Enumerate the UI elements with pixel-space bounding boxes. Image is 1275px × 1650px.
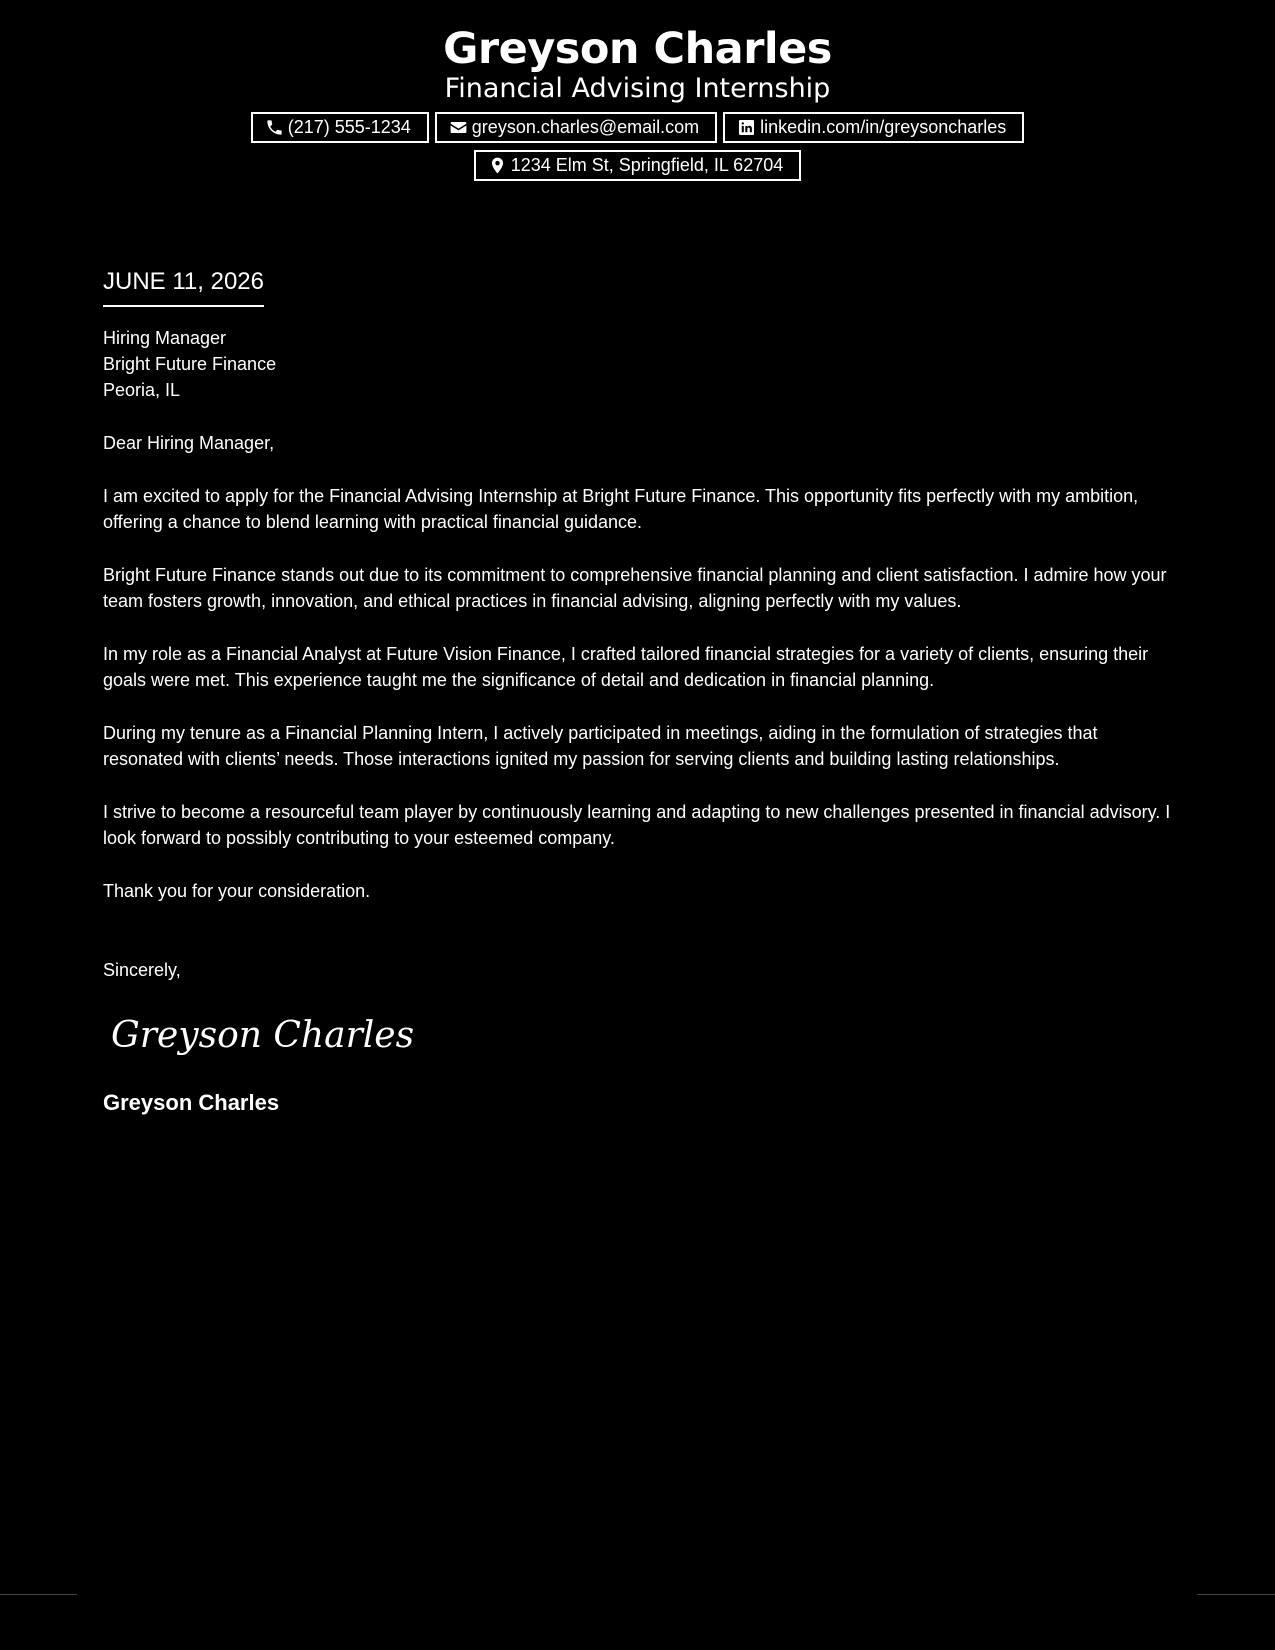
envelope-icon xyxy=(449,118,468,137)
body-paragraph: I strive to become a resourceful team player by continuously learning and adapting to new challenges presented in financial advisory. I look forward to possibly contributing to your esteemed company. xyxy=(103,802,1171,848)
contact-row-primary xyxy=(0,112,1275,143)
phone-chip[interactable] xyxy=(251,112,429,143)
thank-you-line: Thank you for your consideration. xyxy=(103,881,371,901)
letter-body xyxy=(103,262,1178,1118)
recipient-location: Peoria, IL xyxy=(103,380,181,400)
target-role: Financial Advising Internship xyxy=(444,73,831,104)
address-chip[interactable] xyxy=(474,150,802,181)
email-chip[interactable] xyxy=(435,112,717,143)
signer-name: Greyson Charles xyxy=(103,1090,280,1115)
salutation: Dear Hiring Manager, xyxy=(103,433,275,453)
signature-image xyxy=(107,1007,415,1063)
applicant-name: Greyson Charles xyxy=(443,24,832,74)
footer-rule-right xyxy=(1197,1594,1275,1595)
phone-text: (217) 555-1234 xyxy=(287,117,411,137)
footer-rule-left xyxy=(0,1594,77,1595)
recipient-title: Hiring Manager xyxy=(103,328,227,348)
map-marker-icon xyxy=(488,156,507,175)
recipient-block xyxy=(103,325,1178,403)
email-text: greyson.charles@email.com xyxy=(471,117,700,137)
closing: Sincerely, xyxy=(103,960,181,980)
linkedin-chip[interactable] xyxy=(723,112,1024,143)
signature-script: Greyson Charles xyxy=(111,1015,415,1056)
linkedin-icon xyxy=(737,118,756,137)
linkedin-text: linkedin.com/in/greysoncharles xyxy=(760,117,1007,137)
phone-icon xyxy=(265,118,284,137)
body-paragraph: In my role as a Financial Analyst at Future Vision Finance, I crafted tailored financial strategies for a variety of clients, ensuring their goals were met. This experience taught me the significance of detail and dedication in financial planning. xyxy=(103,644,1149,690)
letter-date: JUNE 11, 2026 xyxy=(103,262,264,307)
letter-header xyxy=(0,18,1275,181)
recipient-company: Bright Future Finance xyxy=(103,354,277,374)
contact-row-secondary xyxy=(0,150,1275,181)
body-paragraph: Bright Future Finance stands out due to its commitment to comprehensive financial planning and client satisfaction. I admire how your team fosters growth, innovation, and ethical practices in financial advising, aligning perfectly with my values. xyxy=(103,565,1167,611)
body-paragraph: I am excited to apply for the Financial Advising Internship at Bright Future Finance. This opportunity fits perfectly with my ambition, offering a chance to blend learning with practical financial guidance. xyxy=(103,486,1139,532)
body-paragraph: During my tenure as a Financial Planning Intern, I actively participated in meetings, aiding in the formulation of strategies that resonated with clients’ needs. Those interactions ignited my passion for serving clients and building lasting relationships. xyxy=(103,723,1098,769)
address-text: 1234 Elm St, Springfield, IL 62704 xyxy=(510,155,784,175)
